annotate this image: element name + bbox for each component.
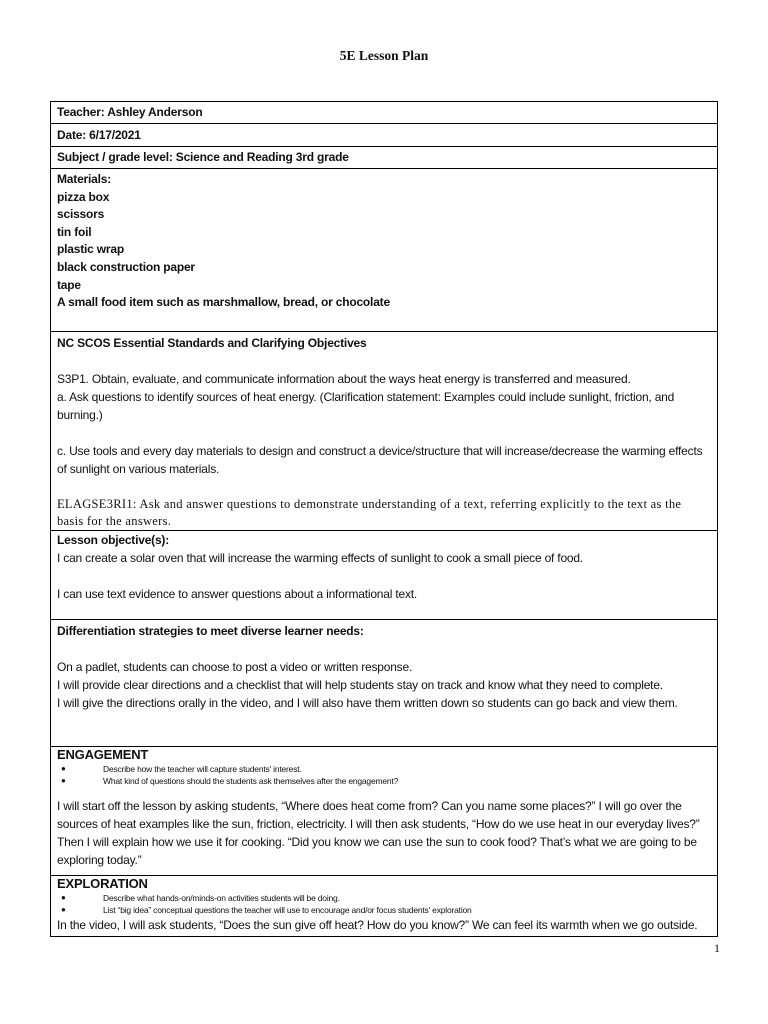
standards-row	[51, 332, 718, 531]
differentiation-row	[51, 620, 718, 747]
objectives-heading: Lesson objective(s):	[57, 533, 170, 547]
material-item: A small food item such as marshmallow, bread, or chocolate	[57, 295, 390, 310]
material-item: black construction paper	[57, 259, 195, 274]
objectives-row	[51, 531, 718, 620]
material-item: tape	[57, 277, 81, 292]
material-item: pizza box	[57, 189, 110, 204]
material-item: scissors	[57, 207, 105, 222]
standard-elagse: ELAGSE3RI1: Ask and answer questions to demonstrate understanding of a text, referring explicitly to the text as the basis for the answers.	[57, 497, 682, 528]
bullet-icon: ●	[61, 764, 66, 773]
exploration-body: In the video, I will ask students, “Does the sun give off heat? How do you know?” We can feel its warmth when we go outside.	[57, 918, 698, 932]
page-number: 1	[714, 941, 720, 955]
subject-cell: Subject / grade level: Science and Reading 3rd grade	[51, 147, 718, 169]
exploration-cell	[51, 876, 718, 937]
standard-s3p1: S3P1. Obtain, evaluate, and communicate information about the ways heat energy is transferred and measured.	[57, 372, 631, 386]
differentiation-p1: On a padlet, students can choose to post a video or written response.	[57, 660, 413, 674]
material-item: tin foil	[57, 224, 92, 239]
material-item: plastic wrap	[57, 242, 124, 257]
standards-heading: NC SCOS Essential Standards and Clarifying Objectives	[57, 336, 367, 350]
list-item	[57, 775, 711, 787]
prompt-text: Describe how the teacher will capture students' interest.	[103, 764, 302, 774]
teacher-row	[51, 102, 718, 124]
objectives-cell	[51, 531, 718, 620]
date-row	[51, 124, 718, 147]
engagement-body: I will start off the lesson by asking students, “Where does heat come from? Can you name some places?” I will go over the sources of heat examples like the sun, friction, electricity. I will then ask students, “How do we use heat in our everyday lives?” Then I will explain how we use it for cooking. “Did you know we can use the sun to cook food? That’s what we are going to be exploring today.”	[57, 799, 700, 867]
date-cell: Date: 6/17/2021	[51, 124, 718, 147]
materials-cell	[51, 169, 718, 332]
bullet-icon: ●	[61, 905, 66, 914]
list-item	[57, 763, 711, 775]
objective-2: I can use text evidence to answer questions about a informational text.	[57, 587, 418, 601]
teacher-cell: Teacher: Ashley Anderson	[51, 102, 718, 124]
prompt-text: List “big idea” conceptual questions the teacher will use to encourage and/or focus students' exploration	[103, 905, 472, 915]
differentiation-p2: I will provide clear directions and a checklist that will help students stay on track and know what they need to complete.	[57, 678, 663, 692]
subject-row	[51, 147, 718, 169]
materials-row	[51, 169, 718, 332]
objective-1: I can create a solar oven that will increase the warming effects of sunlight to cook a small piece of food.	[57, 551, 584, 565]
differentiation-p3: I will give the directions orally in the video, and I will also have them written down so students can go back and view them.	[57, 696, 678, 710]
document-title: 5E Lesson Plan	[339, 48, 429, 63]
differentiation-cell	[51, 620, 718, 747]
standards-cell	[51, 332, 718, 531]
exploration-prompts	[57, 892, 711, 916]
lesson-plan-table	[50, 101, 718, 937]
standard-item-a: a. Ask questions to identify sources of heat energy. (Clarification statement: Examples could include sunlight, friction, and burning.)	[57, 390, 675, 422]
engagement-cell	[51, 747, 718, 876]
bullet-icon: ●	[61, 893, 66, 902]
engagement-prompts	[57, 763, 711, 787]
materials-heading: Materials:	[57, 172, 112, 186]
prompt-text: What kind of questions should the students ask themselves after the engagement?	[103, 776, 399, 786]
prompt-text: Describe what hands-on/minds-on activities students will be doing.	[103, 893, 340, 903]
differentiation-heading: Differentiation strategies to meet diverse learner needs:	[57, 624, 364, 638]
exploration-heading: EXPLORATION	[57, 876, 148, 891]
exploration-row	[51, 876, 718, 937]
bullet-icon: ●	[61, 776, 66, 785]
standard-item-c: c. Use tools and every day materials to design and construct a device/structure that will increase/decrease the warming effects of sunlight on various materials.	[57, 444, 703, 476]
list-item	[57, 904, 711, 916]
list-item	[57, 892, 711, 904]
engagement-row	[51, 747, 718, 876]
engagement-heading: ENGAGEMENT	[57, 747, 149, 762]
